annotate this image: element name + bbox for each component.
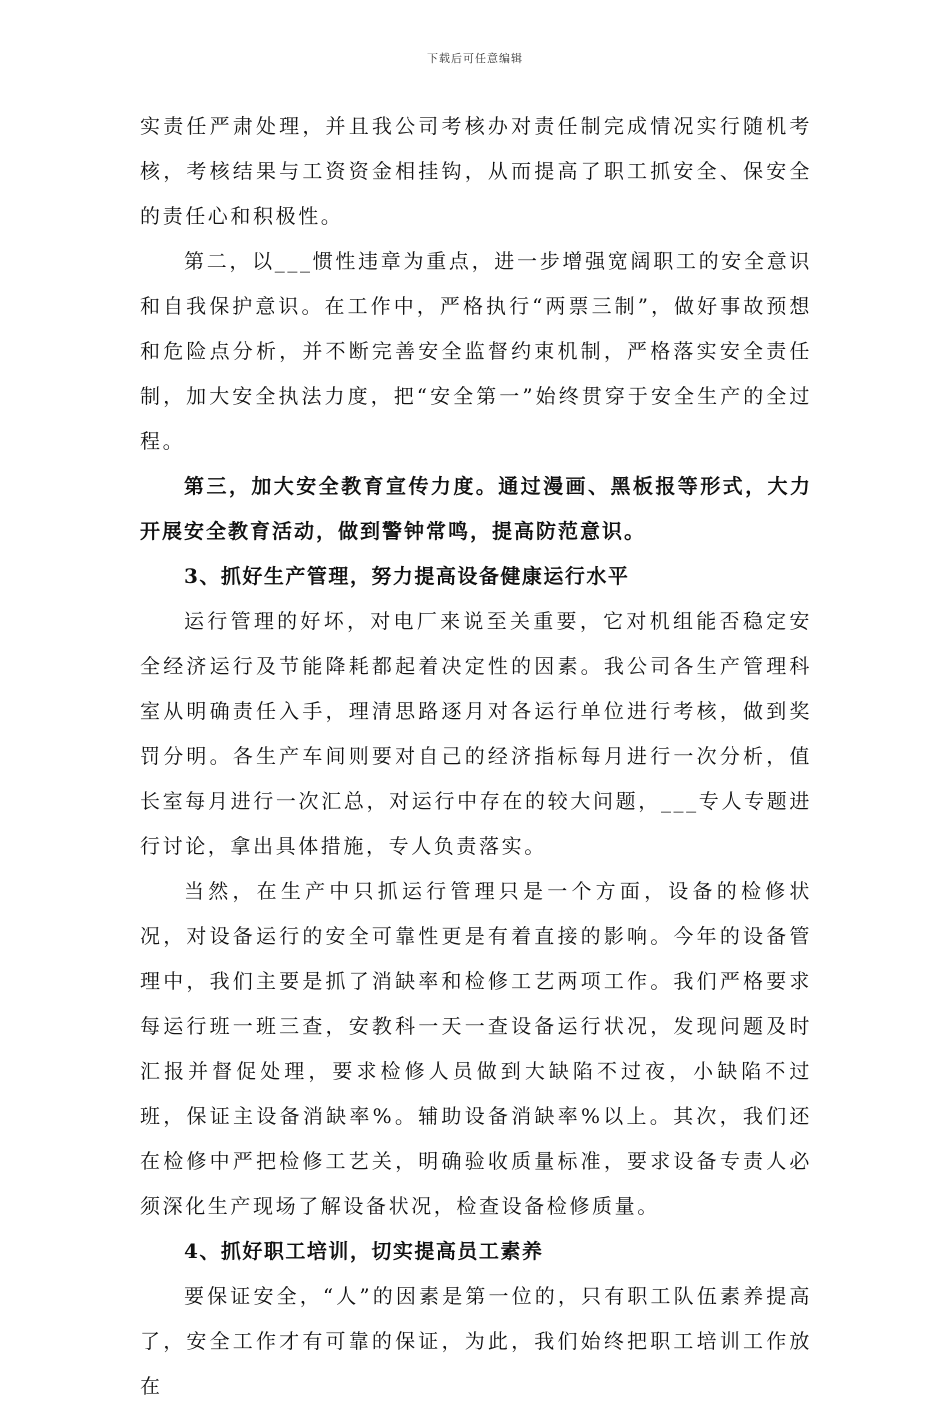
document-body: [140, 104, 812, 1409]
section-heading-3: 3、抓好生产管理，努力提高设备健康运行水平: [184, 564, 630, 588]
paragraph-equipment-maintenance: 当然，在生产中只抓运行管理只是一个方面，设备的检修状况，对设备运行的安全可靠性更是有着直接的影响。今年的设备管理中，我们主要是抓了消缺率和检修工艺两项工作。我们严格要求每运行班一班三查，安教科一天一查设备运行状况，发现问题及时汇报并督促处理，要求检修人员做到大缺陷不过夜，小缺陷不过班，保证主设备消缺率%。辅助设备消缺率%以上。其次，我们还在检修中严把检修工艺关，明确验收质量标准，要求设备专责人必须深化生产现场了解设备状况，检查设备检修质量。: [140, 879, 812, 1218]
paragraph-operation-management: 运行管理的好坏，对电厂来说至关重要，它对机组能否稳定安全经济运行及节能降耗都起着决定性的因素。我公司各生产管理科室从明确责任入手，理清思路逐月对各运行单位进行考核，做到奖罚分明。各生产车间则要对自己的经济指标每月进行一次分析，值长室每月进行一次汇总，对运行中存在的较大问题，___专人专题进行讨论，拿出具体措施，专人负责落实。: [140, 609, 812, 858]
paragraph-second-point: 第二，以___惯性违章为重点，进一步增强宽阔职工的安全意识和自我保护意识。在工作中，严格执行“两票三制”，做好事故预想和危险点分析，并不断完善安全监督约束机制，严格落实安全责任制，加大安全执法力度，把“安全第一”始终贯穿于安全生产的全过程。: [140, 249, 812, 453]
paragraph-third-point: 第三，加大安全教育宣传力度。通过漫画、黑板报等形式，大力开展安全教育活动，做到警钟常鸣，提高防范意识。: [140, 474, 812, 543]
section-heading-4: 4、抓好职工培训，切实提高员工素养: [184, 1239, 544, 1263]
paragraph-responsibility-assessment: 实责任严肃处理，并且我公司考核办对责任制完成情况实行随机考核，考核结果与工资资金相挂钩，从而提高了职工抓安全、保安全的责任心和积极性。: [140, 114, 812, 228]
paragraph-staff-training: 要保证安全，“人”的因素是第一位的，只有职工队伍素养提高了，安全工作才有可靠的保证，为此，我们始终把职工培训工作放在: [140, 1284, 812, 1398]
page-header: 下载后可任意编辑: [427, 52, 523, 65]
